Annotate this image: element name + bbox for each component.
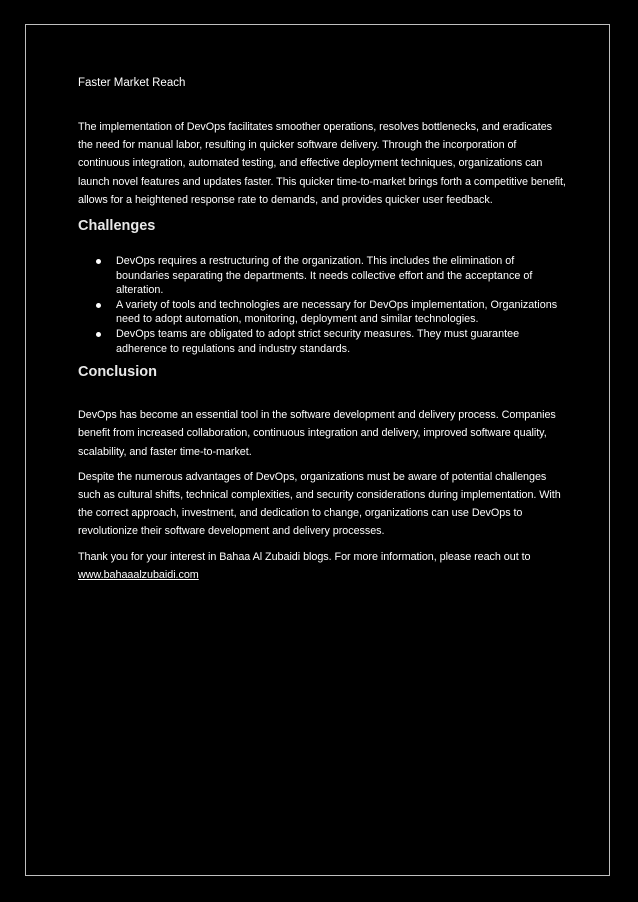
faster-market-reach-paragraph: The implementation of DevOps facilitates smoother operations, resolves bottlenecks, and eradicates the need for manual labor, resulting in quicker software delivery. Through the incorporation of continuous integration, automated testing, and effective deployment techniques, organizations can launch novel features and updates faster. This quicker time-to-market brings forth a competitive benefit, allows for a heightened response rate to demands, and provides quicker user feedback.: [78, 121, 566, 206]
thanks-paragraph: [78, 548, 568, 584]
bullet-icon: [96, 303, 101, 308]
challenges-list-item: [78, 298, 568, 327]
challenges-heading: Challenges: [78, 218, 156, 235]
challenge-text: DevOps teams are obligated to adopt strict security measures. They must guarantee adherence to regulations and industry standards.: [116, 327, 520, 355]
conclusion-paragraph-1: DevOps has become an essential tool in the software development and delivery process. Companies benefit from increased collaboration, continuous integration and delivery, improved software quality, scalability, and faster time-to-market.: [78, 409, 556, 458]
bullet-icon: [96, 259, 101, 264]
challenges-list-item: [78, 327, 568, 356]
thanks-text: Thank you for your interest in Bahaa Al Zubaidi blogs. For more information, please reach out to: [78, 550, 531, 563]
conclusion-heading: Conclusion: [78, 364, 157, 381]
challenges-list: [78, 254, 568, 356]
challenge-text: A variety of tools and technologies are necessary for DevOps implementation, Organizations need to adopt automation, monitoring, deployment and similar technologies.: [116, 298, 558, 326]
document-content: [78, 74, 568, 591]
section-title-faster-market-reach: Faster Market Reach: [78, 77, 186, 89]
conclusion-paragraph-2: Despite the numerous advantages of DevOps, organizations must be aware of potential challenges such as cultural shifts, technical complexities, and security considerations during implementation. With the correct approach, investment, and dedication to change, organizations can use DevOps to revolutionize their software development and delivery processes.: [78, 470, 561, 538]
challenges-list-item: [78, 254, 568, 298]
bullet-icon: [96, 332, 101, 337]
challenge-text: DevOps requires a restructuring of the organization. This includes the elimination of boundaries separating the departments. It needs collective effort and the acceptance of alteration.: [116, 255, 533, 297]
website-link[interactable]: www.bahaaalzubaidi.com: [78, 568, 199, 581]
